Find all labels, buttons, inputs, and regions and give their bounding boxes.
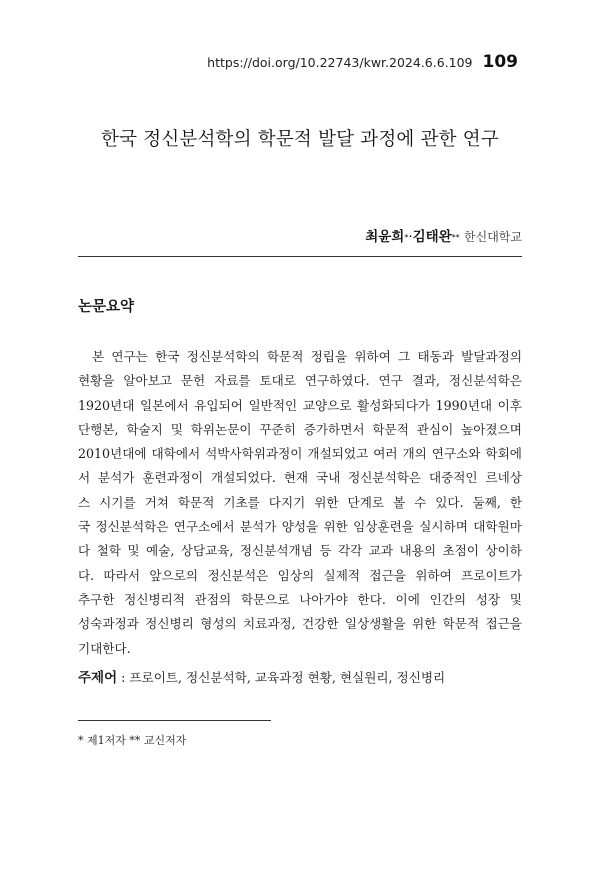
abstract-word: 개설되었고 xyxy=(307,446,369,462)
abstract-word: 유입되어 xyxy=(194,397,243,413)
abstract-word: 따라서 xyxy=(103,567,141,583)
page-number: 109 xyxy=(482,52,518,72)
abstract-word: 인간의 xyxy=(429,591,467,607)
abstract-word: 학문적 xyxy=(372,421,409,437)
abstract-word: 토대로 xyxy=(259,373,296,389)
abstract-word: 이후 xyxy=(497,397,522,413)
abstract-word: 각각 xyxy=(337,543,363,559)
abstract-word: 시기를 xyxy=(99,494,136,510)
abstract-word: 일본에서 xyxy=(139,397,189,413)
abstract-word: 관점의 xyxy=(194,591,232,607)
abstract-word: 다. xyxy=(78,567,95,583)
abstract-word: 임상의 xyxy=(277,567,315,583)
abstract-word: 연구하였다. xyxy=(304,373,370,389)
abstract-word: 학위논문이 xyxy=(190,421,252,437)
footnote: * 제1저자 ** 교신저자 xyxy=(78,734,187,747)
abstract-word: 볼 xyxy=(392,494,406,510)
abstract-word: 위한 xyxy=(323,519,348,535)
abstract-word: 추구한 xyxy=(78,591,115,607)
abstract-word: 1920년대 xyxy=(78,397,135,413)
abstract-word: 자료를 xyxy=(214,373,251,389)
abstract-word: 연구 xyxy=(378,373,403,389)
abstract-word: 개설되었다. xyxy=(211,470,276,486)
abstract-word: 발달과정의 xyxy=(461,349,522,364)
abstract-word: 기초를 xyxy=(223,494,260,510)
abstract-word: 및 xyxy=(127,543,140,559)
abstract-word: 등 xyxy=(319,543,332,559)
abstract-line xyxy=(78,515,522,539)
abstract-word: 이에 xyxy=(395,591,420,607)
author-2-mark: ** xyxy=(451,233,460,242)
abstract-word: 연구는 xyxy=(111,349,148,364)
abstract-word: 연구소에서 xyxy=(173,519,235,535)
abstract-line xyxy=(78,394,522,418)
abstract-word: 정신분석학의 xyxy=(186,349,260,364)
abstract-word: 분석가 xyxy=(239,519,277,535)
abstract-line: 기대한다. xyxy=(78,640,131,656)
abstract-line xyxy=(78,345,522,369)
abstract-word: 치료과정, xyxy=(242,616,296,632)
keywords-separator: : xyxy=(117,670,130,685)
abstract-word: 문헌 xyxy=(180,373,206,389)
abstract-word: 학회에 xyxy=(485,446,522,462)
abstract-word: 단행본, xyxy=(78,421,119,437)
abstract-word: 학문으로 xyxy=(240,591,290,607)
abstract-word: 철학 xyxy=(96,543,121,559)
abstract-line xyxy=(78,564,522,588)
abstract-word: 학술지 xyxy=(126,421,163,437)
abstract-word: 건강한 xyxy=(301,616,339,632)
abstract-word: 활성화되다가 xyxy=(357,397,431,413)
author-separator: · xyxy=(408,229,413,245)
abstract-word: 1990년대 xyxy=(435,397,493,413)
abstract-word: 다지기 xyxy=(268,494,306,510)
keywords-label: 주제어 xyxy=(78,670,118,686)
abstract-word: 성숙과정과 xyxy=(78,616,139,632)
title-divider xyxy=(78,256,522,257)
abstract-word: 위한 xyxy=(411,616,437,632)
paper-title: 한국 정신분석학의 학문적 발달 과정에 관한 연구 xyxy=(101,129,499,150)
abstract-word: 초점이 xyxy=(442,543,479,559)
abstract-word: 내용의 xyxy=(399,543,436,559)
abstract-word: 국내 xyxy=(315,470,341,486)
abstract-word: 앞으로의 xyxy=(149,567,199,583)
abstract-word: 상이하 xyxy=(485,543,522,559)
abstract-word: 일반적인 xyxy=(248,397,298,413)
abstract-word: 한 xyxy=(509,494,522,510)
abstract-word: 알아보고 xyxy=(123,373,173,389)
abstract-word: 국 xyxy=(78,519,91,535)
abstract-word: 성장 xyxy=(475,591,501,607)
abstract-word: 정신분석은 xyxy=(207,567,269,583)
doi-link[interactable]: https://doi.org/10.22743/kwr.2024.6.6.109 xyxy=(207,55,473,70)
abstract-word: 위하여 xyxy=(354,349,391,364)
abstract-word: 일상생활을 xyxy=(344,616,406,632)
abstract-word: 한국 xyxy=(155,349,180,364)
abstract-word: 예술, xyxy=(146,543,175,559)
abstract-word: 관심이 xyxy=(416,421,454,437)
abstract-heading: 논문요약 xyxy=(78,299,135,315)
keywords-text: 프로이트, 정신분석학, 교육과정 현황, 현실원리, 정신병리 xyxy=(129,670,446,685)
abstract-word: 학문적 xyxy=(442,616,480,632)
author-1-name: 최윤희 xyxy=(365,229,405,245)
abstract-word: 양성을 xyxy=(281,519,319,535)
abstract-line xyxy=(78,466,522,490)
running-header xyxy=(207,52,518,72)
abstract-word: 서 xyxy=(78,470,91,486)
abstract-line xyxy=(78,588,522,612)
abstract-word: 있다. xyxy=(435,494,464,510)
abstract-word: 높아졌으며 xyxy=(461,421,522,437)
abstract-word: 정신분석개념 xyxy=(239,543,313,559)
abstract-word: 태동과 xyxy=(417,349,454,364)
abstract-word: 분석가 xyxy=(98,470,135,486)
abstract-line xyxy=(78,369,522,393)
abstract-word: 임상훈련을 xyxy=(353,519,414,535)
abstract-word: 그 xyxy=(398,349,411,364)
abstract-line xyxy=(78,442,522,466)
abstract-word: 현재 xyxy=(283,470,309,486)
abstract-word: 르네상 xyxy=(485,470,522,486)
abstract-word: 상담교육, xyxy=(180,543,234,559)
abstract-word: 결과, xyxy=(411,373,441,389)
abstract-word: 접근을 xyxy=(485,616,522,632)
abstract-word: 둘째, xyxy=(472,494,501,510)
abstract-word: 프로이트가 xyxy=(461,567,522,583)
abstract-word: 훈련과정이 xyxy=(142,470,204,486)
affiliation: 한신대학교 xyxy=(464,230,522,244)
abstract-word: 단계로 xyxy=(347,494,385,510)
abstract-line xyxy=(78,612,522,636)
keywords-line xyxy=(78,666,445,686)
abstract-word: 꾸준히 xyxy=(259,421,296,437)
abstract-word: 실제적 xyxy=(323,567,361,583)
abstract-word: 여러 xyxy=(373,446,398,462)
footnote-divider xyxy=(78,720,271,721)
abstract-line xyxy=(78,418,522,442)
abstract-word: 스 xyxy=(78,494,91,510)
abstract-word: 위하여 xyxy=(415,567,452,583)
abstract-word: 대중적인 xyxy=(428,470,478,486)
abstract-word: 교양으로 xyxy=(302,397,352,413)
abstract-word: 정신분석학은 xyxy=(95,519,169,535)
abstract-word: 수 xyxy=(414,494,427,510)
abstract-word: 교과 xyxy=(368,543,394,559)
abstract-word: 2010년대에 xyxy=(78,446,147,462)
abstract-word: 한다. xyxy=(357,591,386,607)
abstract-word: 거쳐 xyxy=(144,494,169,510)
abstract-word: 접근을 xyxy=(369,567,406,583)
abstract-body xyxy=(78,345,522,661)
abstract-word: 및 xyxy=(170,421,183,437)
abstract-word: 정신분석학은 xyxy=(448,373,522,389)
abstract-word: 나아가야 xyxy=(299,591,348,607)
abstract-word: 정신병리 xyxy=(145,616,194,632)
abstract-word: 실시하며 xyxy=(419,519,468,535)
abstract-word: 대학원마 xyxy=(473,519,522,535)
abstract-word: 개의 xyxy=(402,446,427,462)
abstract-word: 현황을 xyxy=(78,373,115,389)
abstract-word: 대학에서 xyxy=(151,446,201,462)
abstract-word: 석박사학위과정이 xyxy=(205,446,303,462)
abstract-word: 형성의 xyxy=(200,616,237,632)
abstract-word: 정립을 xyxy=(310,349,348,364)
abstract-word: 연구소와 xyxy=(431,446,481,462)
abstract-word: 다 xyxy=(78,543,91,559)
abstract-word: 학문적 xyxy=(177,494,215,510)
abstract-line xyxy=(78,539,522,563)
abstract-word: 정신병리적 xyxy=(124,591,185,607)
author-line xyxy=(365,225,522,245)
author-2-name: 김태완 xyxy=(412,229,452,245)
abstract-word: 학문적 xyxy=(266,349,304,364)
author-1-mark: * xyxy=(404,233,409,242)
abstract-line xyxy=(78,491,522,515)
abstract-word: 위한 xyxy=(314,494,339,510)
abstract-word: 본 xyxy=(92,349,105,364)
abstract-word: 정신분석학은 xyxy=(348,470,422,486)
abstract-word: 및 xyxy=(509,591,522,607)
abstract-word: 증가하면서 xyxy=(303,421,365,437)
